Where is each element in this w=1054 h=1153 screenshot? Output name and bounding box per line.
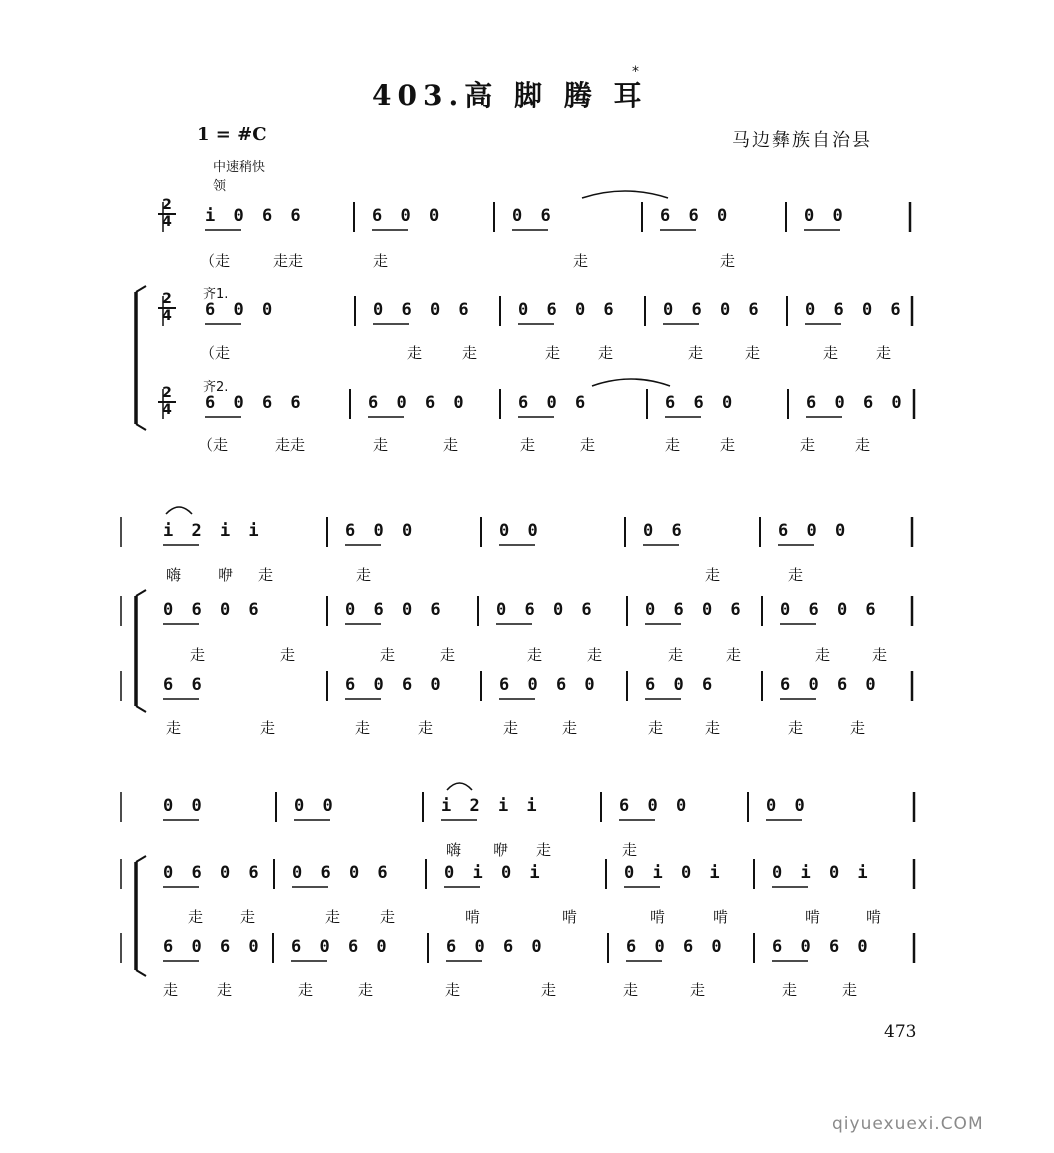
lyric-syllable: 走: [536, 841, 552, 859]
system-bracket-hook: [136, 424, 146, 430]
lyric-syllable: 走: [598, 344, 614, 362]
lyric-syllable: （走: [200, 252, 231, 270]
measure-notes: 6 0 6 0: [163, 937, 263, 957]
measure-notes: 0 6 0 6: [645, 600, 745, 620]
lyric-syllable: 走: [823, 344, 839, 362]
measure-notes: 0 6 0 6: [518, 300, 618, 320]
lyric-syllable: 走走: [273, 252, 304, 270]
lyric-syllable: 嗨: [166, 566, 182, 584]
lyric-syllable: 啃: [713, 908, 729, 926]
measure-notes: 0 6 0 6: [373, 300, 473, 320]
time-signature: [158, 386, 176, 418]
lyric-syllable: 走: [217, 981, 233, 999]
lyric-syllable: 走: [623, 981, 639, 999]
tie-slur: [582, 191, 668, 198]
lyric-syllable: 走: [648, 719, 664, 737]
measure-notes: i 2 i i: [441, 796, 541, 816]
system-bracket-hook: [136, 970, 146, 976]
lyric-syllable: 走: [258, 566, 274, 584]
lyric-syllable: 走: [520, 436, 536, 454]
time-signature-numerator: 2: [162, 291, 172, 307]
lyric-syllable: 走: [622, 841, 638, 859]
lyric-syllable: 走: [355, 719, 371, 737]
lyric-syllable: 走: [705, 566, 721, 584]
lyric-syllable: 走: [358, 981, 374, 999]
tie-slur: [447, 783, 472, 790]
lyric-syllable: 走: [445, 981, 461, 999]
measure-notes: 0 6: [643, 521, 686, 541]
song-origin: 马边彝族自治县: [732, 130, 872, 151]
measure-notes: 0 6 0 6: [345, 600, 445, 620]
measure-notes: 0 i 0 i: [444, 863, 544, 883]
measure-notes: 6 0 6 6: [205, 393, 305, 413]
lyric-syllable: 咿: [493, 841, 509, 859]
time-signature-numerator: 2: [162, 197, 172, 213]
lyric-syllable: 走: [850, 719, 866, 737]
lyric-syllable: 走: [842, 981, 858, 999]
lyric-syllable: 走: [356, 566, 372, 584]
lyric-syllable: 啃: [866, 908, 882, 926]
measure-notes: 6 6 0: [665, 393, 737, 413]
measure-notes: 0 6 0 6: [663, 300, 763, 320]
lyric-syllable: 走: [872, 646, 888, 664]
lyric-syllable: 走: [163, 981, 179, 999]
lyric-syllable: 走: [380, 908, 396, 926]
lyric-syllable: 咿: [218, 566, 234, 584]
lyric-syllable: 啃: [805, 908, 821, 926]
lyric-syllable: 走: [573, 252, 589, 270]
lyric-syllable: 走: [373, 436, 389, 454]
time-signature-numerator: 2: [162, 385, 172, 401]
measure-notes: 0 6 0 6: [805, 300, 905, 320]
measure-notes: 6 0 0: [345, 521, 417, 541]
measure-notes: 6 6 0: [660, 206, 732, 226]
system-bracket-hook: [136, 856, 146, 862]
measure-notes: i 2 i i: [163, 521, 263, 541]
title-footnote-mark: *: [632, 64, 639, 80]
lyric-syllable: 走: [800, 436, 816, 454]
lyric-syllable: 走: [325, 908, 341, 926]
time-signature: [158, 198, 176, 230]
lyric-syllable: 走: [541, 981, 557, 999]
measure-notes: 0 0: [163, 796, 206, 816]
measure-notes: 6 0 6 0: [780, 675, 880, 695]
measure-notes: 6 0 6 0: [806, 393, 906, 413]
lyric-syllable: 走: [745, 344, 761, 362]
measure-notes: 0 0: [804, 206, 847, 226]
page-title: 403.高 脚 腾 耳: [372, 79, 648, 112]
lyric-syllable: 走: [418, 719, 434, 737]
lyric-syllable: 走: [562, 719, 578, 737]
lyric-syllable: 走: [720, 436, 736, 454]
measure-notes: 0 0: [294, 796, 337, 816]
lyric-syllable: 走走: [275, 436, 306, 454]
watermark: qiyuexuexi.COM: [832, 1114, 984, 1134]
key-signature: 1 = #C: [197, 124, 267, 145]
measure-notes: 0 i 0 i: [772, 863, 872, 883]
time-signature-denominator: 4: [158, 401, 176, 418]
measure-notes: 6 0 6: [645, 675, 717, 695]
lyric-syllable: （走: [198, 436, 229, 454]
lyric-syllable: 走: [443, 436, 459, 454]
lyric-syllable: 走: [782, 981, 798, 999]
lyric-syllable: 走: [462, 344, 478, 362]
time-signature-denominator: 4: [158, 213, 176, 230]
lyric-syllable: 走: [720, 252, 736, 270]
lyric-syllable: 走: [188, 908, 204, 926]
tie-slur: [166, 507, 192, 514]
measure-notes: i 0 6 6: [205, 206, 305, 226]
measure-notes: 0 6 0 6: [292, 863, 392, 883]
lyric-syllable: 啃: [562, 908, 578, 926]
lyric-syllable: 走: [815, 646, 831, 664]
lyric-syllable: 走: [688, 344, 704, 362]
tie-slur: [592, 379, 670, 386]
measure-notes: 0 0: [766, 796, 809, 816]
lyric-syllable: 走: [260, 719, 276, 737]
measure-notes: 6 0 0: [205, 300, 277, 320]
measure-notes: 0 i 0 i: [624, 863, 724, 883]
measure-notes: 6 0 6: [518, 393, 590, 413]
lyric-syllable: 走: [240, 908, 256, 926]
lyric-syllable: 走: [665, 436, 681, 454]
time-signature: [158, 292, 176, 324]
lyric-syllable: 走: [705, 719, 721, 737]
measure-notes: 6 0 6 0: [368, 393, 468, 413]
measure-notes: 6 0 0: [619, 796, 691, 816]
measure-notes: 6 0 6 0: [446, 937, 546, 957]
measure-notes: 0 0: [499, 521, 542, 541]
part-label-qi-2: 齐2.: [203, 380, 229, 395]
measure-notes: 0 6 0 6: [163, 600, 263, 620]
system-bracket-hook: [136, 286, 146, 292]
lyric-syllable: 走: [298, 981, 314, 999]
measure-notes: 0 6 0 6: [780, 600, 880, 620]
measure-notes: 6 0 0: [372, 206, 444, 226]
lyric-syllable: 走: [503, 719, 519, 737]
lyric-syllable: 走: [190, 646, 206, 664]
time-signature-denominator: 4: [158, 307, 176, 324]
measure-notes: 0 6: [512, 206, 555, 226]
lyric-syllable: 走: [855, 436, 871, 454]
lyric-syllable: 走: [690, 981, 706, 999]
lyric-syllable: 走: [668, 646, 684, 664]
measure-notes: 6 0 6 0: [499, 675, 599, 695]
part-label-qi-1: 齐1.: [203, 287, 229, 302]
lyric-syllable: 走: [280, 646, 296, 664]
system-bracket-hook: [136, 590, 146, 596]
lyric-syllable: 走: [587, 646, 603, 664]
measure-notes: 6 0 6 0: [626, 937, 726, 957]
measure-notes: 0 6 0 6: [496, 600, 596, 620]
lyric-syllable: 走: [580, 436, 596, 454]
lyric-syllable: 走: [788, 566, 804, 584]
lyric-syllable: 走: [166, 719, 182, 737]
system-bracket-hook: [136, 706, 146, 712]
lyric-syllable: 嗨: [446, 841, 462, 859]
measure-notes: 0 6 0 6: [163, 863, 263, 883]
lead-part-label: 领: [213, 179, 227, 194]
lyric-syllable: 走: [726, 646, 742, 664]
tempo-marking: 中速稍快: [213, 160, 266, 175]
measure-notes: 6 0 6 0: [772, 937, 872, 957]
lyric-syllable: 啃: [465, 908, 481, 926]
lyric-syllable: 走: [527, 646, 543, 664]
measure-notes: 6 0 6 0: [291, 937, 391, 957]
lyric-syllable: 走: [788, 719, 804, 737]
measure-notes: 6 0 0: [778, 521, 850, 541]
lyric-syllable: （走: [200, 344, 231, 362]
lyric-syllable: 走: [545, 344, 561, 362]
lyric-syllable: 走: [380, 646, 396, 664]
lyric-syllable: 走: [876, 344, 892, 362]
measure-notes: 6 6: [163, 675, 206, 695]
measure-notes: 6 0 6 0: [345, 675, 445, 695]
lyric-syllable: 走: [440, 646, 456, 664]
lyric-syllable: 啃: [650, 908, 666, 926]
lyric-syllable: 走: [407, 344, 423, 362]
page-number: 473: [884, 1022, 917, 1042]
lyric-syllable: 走: [373, 252, 389, 270]
